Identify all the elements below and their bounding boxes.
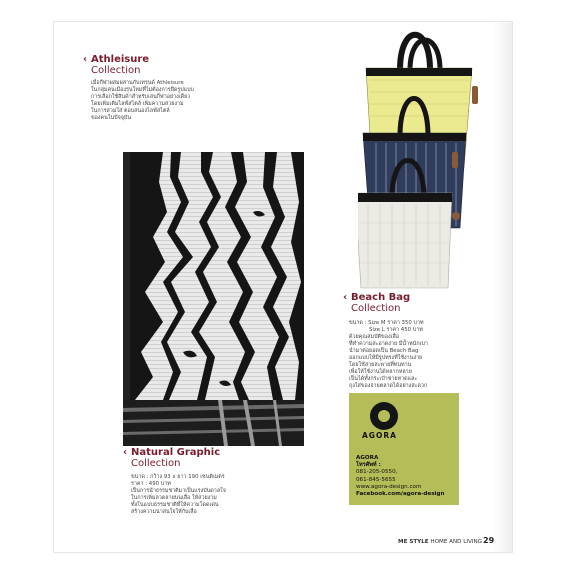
athleisure-heading: [83, 54, 150, 76]
body-line: การเลือกใช้สินค้าสำหรับเล่นกีฬาอย่างเดียว: [91, 94, 191, 100]
body-line: เป็นการนำธรรมชาติมาเป็นแรงบันดาลใจ: [131, 488, 226, 494]
athleisure-subtitle: Collection: [91, 65, 141, 76]
body-line: เพื่อให้ใช้งานได้หลากหลาย: [349, 369, 412, 375]
chevron-left-icon: ‹: [123, 447, 128, 458]
body-line: ในการเพิ่มลวดลายบนเสื่อ ให้สวยงาม: [131, 495, 217, 501]
beach-bag-subtitle: Collection: [351, 303, 401, 314]
body-line: ถุงใส่ของจ่ายตลาดได้อย่างสะดวก: [349, 383, 428, 389]
page-fold-shadow: [492, 22, 512, 552]
agora-facebook[interactable]: Facebook.com/agora-design: [356, 491, 445, 498]
beach-bag-title: Beach Bag: [351, 292, 411, 303]
athleisure-title: Athleisure: [91, 54, 150, 65]
body-line: ด้วยคุณสมบัติของเสื่อ: [349, 334, 399, 340]
body-line: ในกลุ่มคนเมืองรุ่นใหม่ที่ไม่ต้องการยึดรูปแบบ: [91, 87, 194, 93]
body-line: ในการสวมใส่ ตอบสนองไลฟ์สไตล์: [91, 108, 170, 114]
beach-bag-image: [358, 18, 490, 290]
body-line: สร้างความน่าสนใจให้กับเสื่อ: [131, 509, 197, 515]
natural-graphic-rug-image: [123, 152, 304, 446]
natural-graphic-heading: [123, 447, 221, 469]
natural-graphic-title: Natural Graphic: [131, 447, 221, 458]
body-line: เป็นได้ทั้งกระเป๋าชายหาดและ: [349, 376, 418, 382]
agora-phone-label: โทรศัพท์ :: [356, 462, 381, 469]
body-line: นำมาต่อยอดเป็น Beach Bag: [349, 348, 419, 354]
beach-bag-size-l: Size L ราคา 450 บาท: [369, 327, 423, 333]
agora-phone-1: 081-205-0550,: [356, 469, 398, 476]
body-line: เมื่อกีฬาผสมผสานกับเทรนด์ Athleisure: [91, 80, 184, 86]
agora-logo-text: AGORA: [362, 431, 397, 440]
agora-website[interactable]: www.agora-design.com: [356, 483, 422, 490]
beach-bag-body: [349, 320, 428, 390]
chevron-left-icon: ‹: [83, 54, 88, 65]
agora-contact-text: [356, 455, 444, 498]
natural-graphic-size: ขนาด : กว้าง 93 x ยาว 190 เซนติเมตร: [131, 474, 225, 480]
body-line: ออกแบบให้มีรูปทรงที่ใช้งานง่าย: [349, 355, 423, 361]
natural-graphic-price: ราคา : 490 บาท: [131, 481, 171, 487]
beach-bag-heading: [343, 292, 411, 314]
body-line: โดยเพิ่มเติมไลฟ์สไตล์ เพิ่มความสวยงาม: [91, 101, 184, 107]
athleisure-body: [91, 80, 194, 122]
body-line: ทั้งในแบบธรรมชาติที่ให้ความโดดเด่น: [131, 502, 219, 508]
footer-magazine: ME STYLE: [398, 539, 429, 545]
body-line: โดยใช้สายสะพายที่ทนทาน: [349, 362, 412, 368]
body-line: ของคนในปัจจุบัน: [91, 115, 132, 121]
chevron-left-icon: ‹: [343, 292, 348, 303]
page-number: 29: [483, 536, 495, 545]
page-footer: [398, 539, 482, 545]
footer-section: HOME AND LIVING: [430, 539, 483, 545]
natural-graphic-body: [131, 474, 226, 516]
body-line: ที่ทำความสะอาดง่าย มีน้ำหนักเบา: [349, 341, 428, 347]
agora-name: AGORA: [356, 455, 379, 461]
agora-phone-2: 061-845-5655: [356, 476, 396, 483]
natural-graphic-subtitle: Collection: [131, 458, 181, 469]
beach-bag-size-m: ขนาด : Size M ราคา 350 บาท: [349, 320, 424, 326]
